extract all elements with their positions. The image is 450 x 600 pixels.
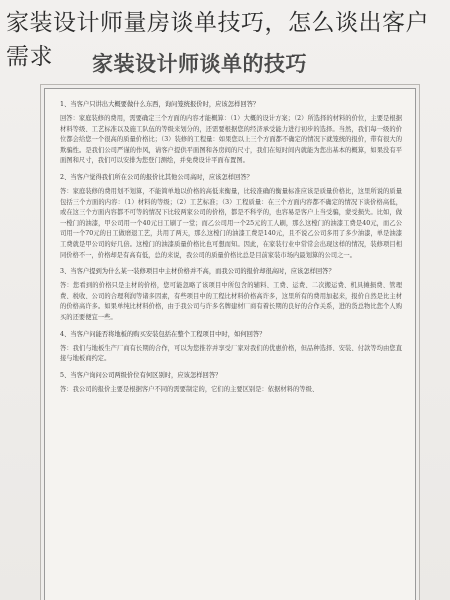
question-3: 3、当客户提到为什么某一装修项目中主材价格并不高，而我公司的报价却很高时，应该怎样回答？	[60, 268, 335, 276]
document-content	[60, 96, 402, 401]
overlay-title: 家装设计师量房谈单技巧，怎么谈出客户需求	[6, 10, 429, 70]
answer-1: 回答：家庭装修的费用，需要确定三个方面的内容才能概算：（1）大概的设计方案；（2）所选择的材料的价位，主要是根据材料等级、工艺标准以及施工队伍的等级来划分的，还需要根据您的经济承受能力进行初步的选择。当然，我们每一级的价位都会给您一个很高的质量价格比；（3）装修的工程量：如果您以上三个方面都不确定的情况下就笼统的报价，带有很大的欺骗性。是我们公司严谨的作风，请客户提供平面图和各房间的尺寸，我们在短时间内就能为您出基本的概算，如果没有平面图和尺寸，我们可以安排为您登门测绘，并免费设计平面布置图。	[60, 115, 402, 165]
answer-5: 答：我公司的报价主要是根据客户不同的需要制定的，它们的主要区别是：依据材料的等级、	[60, 385, 319, 393]
answer-4: 答：我们与地板生产厂商有长期的合作，可以为您推荐并享受厂家对我们的优惠价格，但品种选择、安装、付款等均由您直接与地板商约定。	[60, 344, 402, 363]
answer-3: 答：您看到的价格只是主材的价格，您可能忽略了该项目中所包含的辅料、工费、运费、二次搬运费、机具摊损费、管理费、税收、公司的合理利润等诸多因素，有些项目中的工程比材料价格高许多，这里所有的费用加起来，报价自然是比主材的价格高许多。如果单纯比材料价格，由于我公司与许多名牌建材厂商有着长期的良好的合作关系，进的货总物比您个人购买的还要便宜一些。	[60, 282, 402, 321]
question-1: 1、当客户只讲出大概要做什么东西，询问笼统报价时，应该怎样回答？	[60, 101, 260, 108]
answer-2: 答：家庭装修的费用划不划算，不能简单地以价格的高低来衡量，比较准确的衡量标准应该是质量价格比，这里所说的质量包括三个方面的内容：（1）材料的等级；（2）工艺标准；（3）工程质量：在三个方面内容都不确定的情况下谈价格高低，或在这三个方面内容都不可等的情况下比较两家公司的价格，都是不科学的，也容易是客户上当受骗，蒙受损失。比如，做一樘门的油漆，甲公司用一个40元日工刷了一堂；而乙公司用一个25元的工人刷，那么这樘门的油漆工费是40元，而乙公司用一个70元的日工做磨退工艺，共用了两天，那么这樘门的油漆工费是140元，且不说乙公司多用了多少油漆，单是油漆工费就是甲公司的好几倍。这樘门的油漆质量价格比也可想而知。因此，在家装行业中常常会出现这样的情况，装修项目相同价格不一，价格却是有高有低，总的来说，我公司的质量价格比总是目前家装市场内最划算的公司之一。	[60, 187, 402, 259]
document-title: 家装设计师谈单的技巧	[92, 52, 307, 76]
question-5: 5、当客户询问公司两级价位有何区别时，应该怎样回答？	[60, 371, 222, 379]
question-2: 2、当客户觉得我们所在公司的报价比其他公司高时，应该怎样回答？	[60, 173, 253, 181]
question-4: 4、当客户问能否将地板的购买安装包括在整个工程项目中时，如何回答？	[60, 330, 266, 338]
